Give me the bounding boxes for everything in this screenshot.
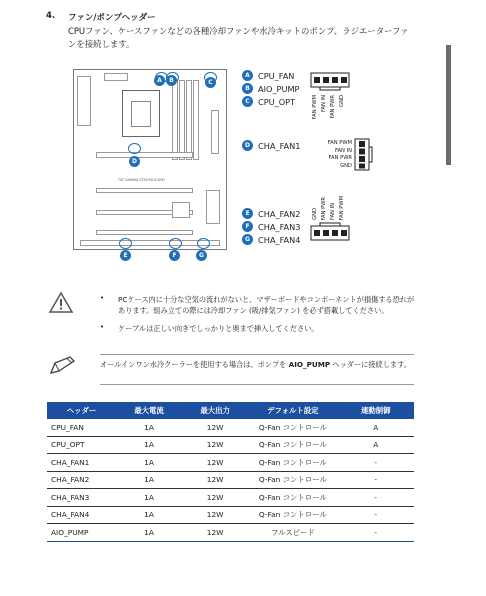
callout-badge-b: B <box>242 83 253 94</box>
warning-item <box>100 323 416 334</box>
column-header: 連動制御 <box>337 402 414 419</box>
cha-fan2-header <box>119 238 132 249</box>
callout-cpu-fan <box>242 70 294 81</box>
table-cell: 1A <box>116 454 182 472</box>
table-cell: Q-Fan コントロール <box>248 454 337 472</box>
callout-cpu-opt <box>242 96 295 107</box>
dimm-slot <box>179 80 185 160</box>
motherboard-diagram <box>73 69 227 259</box>
callout-badge-e: E <box>242 208 253 219</box>
pencil-tip-icon <box>48 355 76 377</box>
table-cell: 12W <box>182 489 248 507</box>
table-cell: A <box>337 436 414 454</box>
badge-f: F <box>169 250 180 261</box>
pin-label: FAN IN <box>335 147 352 154</box>
callout-badge-f: F <box>242 221 253 232</box>
section-intro: CPUファン、ケースファンなどの各種冷却ファンや水冷キットのポンプ、ラジエーターファンを接続します。 <box>68 26 409 49</box>
callout-badge-c: C <box>242 96 253 107</box>
top-connector <box>104 73 128 81</box>
tip-bold-text: AIO_PUMP <box>288 360 331 369</box>
bullet: • <box>100 294 105 302</box>
pin-label: FAN PWR <box>328 155 352 161</box>
table-header-row <box>47 402 414 419</box>
table-cell: Q-Fan コントロール <box>248 436 337 454</box>
callout-label: CHA_FAN4 <box>258 234 301 245</box>
table-cell: CPU_OPT <box>47 436 116 454</box>
cpu-socket <box>122 90 160 137</box>
table-cell: - <box>337 506 414 524</box>
pin-label: FAN PWR <box>330 95 336 119</box>
table-cell: CHA_FAN2 <box>47 471 116 489</box>
section-title: ファン/ポンプヘッダー <box>68 13 156 23</box>
callout-label: CHA_FAN2 <box>258 208 301 219</box>
bullet: • <box>100 323 105 331</box>
tip-note <box>100 359 416 370</box>
pin-label: FAN PWR <box>321 196 327 220</box>
table-cell: 12W <box>182 419 248 436</box>
callout-badge-a: A <box>242 70 253 81</box>
table-cell: A <box>337 419 414 436</box>
table-cell: 12W <box>182 436 248 454</box>
pin-labels-mid <box>306 140 352 174</box>
table-row <box>47 506 414 524</box>
pin-labels-bottom <box>311 188 351 220</box>
section-number: 4. <box>46 11 56 21</box>
callout-label: CHA_FAN1 <box>258 140 301 151</box>
table-cell: - <box>337 471 414 489</box>
callout-label: CPU_OPT <box>258 96 296 107</box>
warning-item <box>100 294 416 316</box>
pin-header-top <box>310 72 352 94</box>
dimm-slot <box>172 80 178 160</box>
callout-cha-fan1 <box>242 140 300 151</box>
table-cell: - <box>337 454 414 472</box>
table-cell: CHA_FAN3 <box>47 489 116 507</box>
tip-text: オールインワン水冷クーラーを使用する場合は、ポンプを <box>100 360 289 369</box>
table-cell: 12W <box>182 471 248 489</box>
tip-bottom-rule <box>100 384 414 385</box>
pcie-slot <box>96 188 193 193</box>
tip-top-rule <box>100 354 414 355</box>
table-cell: 12W <box>182 524 248 542</box>
table-cell: 12W <box>182 506 248 524</box>
table-cell: 12W <box>182 454 248 472</box>
table-row <box>47 436 414 454</box>
table-row <box>47 471 414 489</box>
pcie-slot <box>96 230 193 235</box>
callout-aio-pump <box>242 83 300 94</box>
table-cell: CHA_FAN1 <box>47 454 116 472</box>
warning-text: PCケース内に十分な空気の流れがないと、マザーボードやコンポーネントが損傷する恐れがあります。組み立ての際には冷却ファン (吸/排気ファン) を必ず搭載してください。 <box>118 295 415 315</box>
table-cell: 1A <box>116 419 182 436</box>
table-cell: - <box>337 489 414 507</box>
cha-fan1-header <box>128 143 141 154</box>
table-row <box>47 524 414 542</box>
table-cell: CPU_FAN <box>47 419 116 436</box>
table-cell: Q-Fan コントロール <box>248 506 337 524</box>
column-header: 最大電流 <box>116 402 182 419</box>
callout-badge-d: D <box>242 140 253 151</box>
warning-icon <box>48 291 74 315</box>
tip-text-end: ヘッダーに接続します。 <box>330 360 411 369</box>
table-cell: AIO_PUMP <box>47 524 116 542</box>
chipset <box>172 202 190 218</box>
cha-fan4-header <box>197 238 210 249</box>
column-header: デフォルト設定 <box>248 402 337 419</box>
table-cell: Q-Fan コントロール <box>248 471 337 489</box>
callout-label: CPU_FAN <box>258 70 295 81</box>
table-cell: Q-Fan コントロール <box>248 489 337 507</box>
pin-label: GND <box>340 162 352 169</box>
warning-text: ケーブルは正しい向きでしっかりと奥まで挿入してください。 <box>118 324 319 333</box>
badge-a: A <box>154 75 165 86</box>
pin-label: FAN PWM <box>339 195 345 220</box>
table-cell: 1A <box>116 489 182 507</box>
cpu-socket-core <box>131 101 151 127</box>
callout-label: AIO_PUMP <box>258 83 300 94</box>
table-row <box>47 419 414 436</box>
pin-header-mid <box>354 138 376 172</box>
table-cell: Q-Fan コントロール <box>248 419 337 436</box>
column-header: 最大出力 <box>182 402 248 419</box>
badge-g: G <box>196 250 207 261</box>
dimm-slot <box>186 80 192 160</box>
callout-cha-fan2 <box>242 208 300 219</box>
badge-b: B <box>166 75 177 86</box>
warning-note <box>100 294 416 334</box>
table-cell: 1A <box>116 436 182 454</box>
table-cell: - <box>337 524 414 542</box>
pin-label: FAN PWM <box>312 95 318 120</box>
callout-badge-g: G <box>242 234 253 245</box>
badge-d: D <box>129 156 140 167</box>
pin-label: FAN IN <box>321 95 327 112</box>
table-row <box>47 489 414 507</box>
page-side-tab <box>446 45 451 165</box>
pcie-slot <box>96 152 193 158</box>
table-cell: CHA_FAN4 <box>47 506 116 524</box>
callout-label: CHA_FAN3 <box>258 221 301 232</box>
fan-header-spec-table <box>47 402 414 542</box>
table-cell: 1A <box>116 471 182 489</box>
pin-label: GND <box>339 95 345 107</box>
pin-label: FAN IN <box>330 203 336 220</box>
table-cell: 1A <box>116 506 182 524</box>
table-cell: 1A <box>116 524 182 542</box>
board-model-text: TUF GAMING Z790-PLUS WIFI <box>118 178 165 182</box>
rear-io <box>77 76 91 126</box>
atx-power <box>211 110 219 154</box>
column-header: ヘッダー <box>47 402 116 419</box>
callout-cha-fan3 <box>242 221 300 232</box>
pin-label: GND <box>312 208 318 220</box>
table-row <box>47 454 414 472</box>
dimm-slot <box>193 80 199 160</box>
badge-e: E <box>120 250 131 261</box>
cha-fan3-header <box>169 238 182 249</box>
badge-c: C <box>205 77 216 88</box>
pin-label: FAN PWM <box>327 140 352 146</box>
callout-cha-fan4 <box>242 234 300 245</box>
pin-labels-top <box>311 95 351 127</box>
pin-header-bottom <box>310 222 352 244</box>
sata-ports <box>206 190 220 224</box>
table-cell: フルスピード <box>248 524 337 542</box>
